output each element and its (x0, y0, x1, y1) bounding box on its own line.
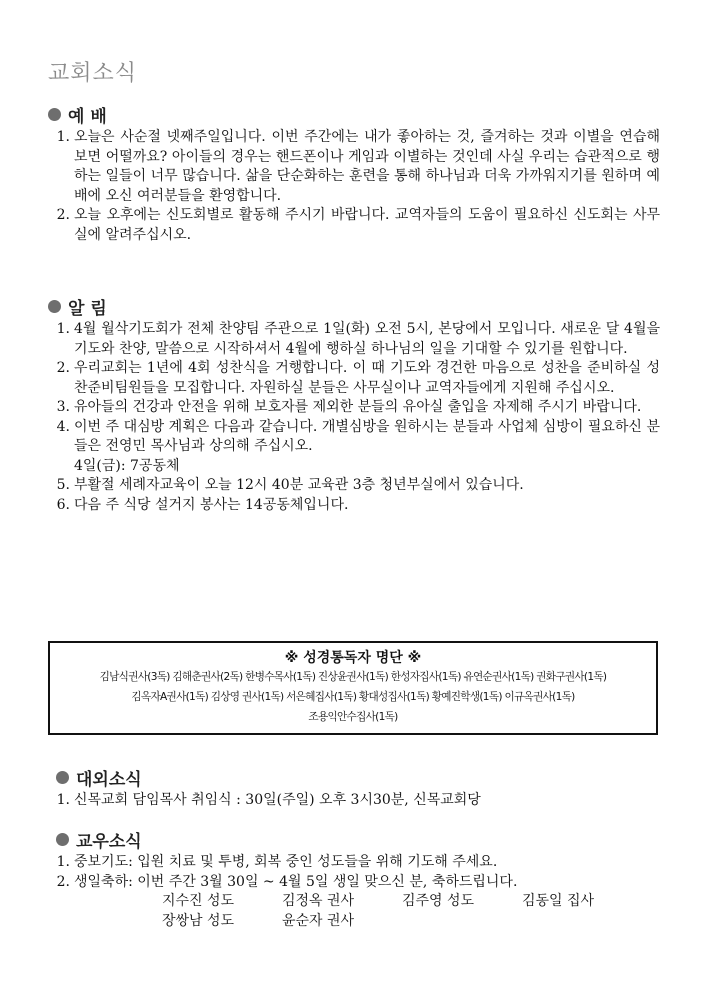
birthday-row: 장쌍남 성도 윤순자 권사 (162, 912, 355, 929)
list-item: 2. 우리교회는 1년에 4회 성찬식을 거행합니다. 이 때 기도와 경건한 마음으로 성찬을 준비하실 성찬준비팀원들을 모집합니다. 자원하실 분들은 사무실이나 교역자들에게 지원해 주십시오. (56, 360, 660, 396)
list-item: 2. 오늘 오후에는 신도회별로 활동해 주시기 바랍니다. 교역자들의 도움이 필요하신 신도회는 사무실에 알려주십시오. (56, 207, 660, 243)
worship-section (48, 102, 660, 245)
bullet-circle-icon (56, 771, 69, 784)
external-title: 대외소식 (76, 769, 142, 790)
list-item: 1. 신목교회 담임목사 취임식 : 30일(주일) 오후 3시30분, 신목교회당 (56, 792, 481, 808)
notices-section (48, 294, 660, 515)
members-title: 교우소식 (76, 831, 142, 852)
list-item: 1. 4월 월삭기도회가 전체 찬양팀 주관으로 1일(화) 오전 5시, 본당에서 모입니다. 새로운 달 4월을 기도와 찬양, 말씀으로 시작하셔서 4월에 행하실 하나님의 일을 기대할 수 있기를 원합니다. (56, 321, 660, 357)
notices-header (48, 294, 660, 318)
bible-readers-line: 김남식권사(3독) 김해춘권사(2독) 한병수목사(1독) 진상윤권사(1독) 한성자집사(1독) 유연순권사(1독) 권화구권사(1독) (99, 671, 607, 683)
birthday-row: 지수진 성도 김정옥 권사 김주영 성도 김동일 집사 (162, 893, 595, 909)
visit-schedule: 4일(금): 7공동체 (74, 457, 180, 474)
external-section (56, 765, 660, 811)
bible-readers-line: 조용익안수집사(1독) (308, 711, 398, 723)
members-header (56, 827, 660, 851)
bible-readers-box (48, 641, 658, 735)
worship-title: 예 배 (68, 106, 107, 127)
list-item: 1. 오늘은 사순절 넷째주일입니다. 이번 주간에는 내가 좋아하는 것, 즐겨하는 것과 이별을 연습해 보면 어떨까요? 아이들의 경우는 핸드폰이나 게임과 이별하는 것인데 사실 우리는 습관적으로 행하는 일들이 너무 많습니다. 삶을 단순화하는 훈련을 통해 하나님과 더욱 가까워지기를 원하며 예배에 오신 여러분들을 환영합니다. (56, 129, 660, 204)
list-item: 3. 유아들의 건강과 안전을 위해 보호자를 제외한 분들의 유아실 출입을 자제해 주시기 바랍니다. (56, 399, 642, 415)
bible-readers-line: 김옥자A권사(1독) 김상영 권사(1독) 서은혜집사(1독) 황대성집사(1독) 황예진학생(1독) 이규옥권사(1독) (131, 691, 575, 703)
list-item: 1. 중보기도: 입원 치료 및 투병, 회복 중인 성도들을 위해 기도해 주세요. (56, 854, 498, 870)
list-item: 2. 생일축하: 이번 주간 3월 30일 ~ 4월 5일 생일 맞으신 분, 축하드립니다. (56, 873, 518, 890)
birthday-names (56, 892, 660, 931)
notices-title: 알 림 (68, 298, 107, 319)
bullet-circle-icon (56, 833, 69, 846)
external-header (56, 765, 660, 789)
bullet-circle-icon (48, 108, 61, 121)
members-section (56, 827, 660, 931)
bullet-circle-icon (48, 300, 61, 313)
list-item: 4. 이번 주 대심방 계획은 다음과 같습니다. 개별심방을 원하시는 분들과 사업체 심방이 필요하신 분들은 전영민 목사님과 상의해 주십시오. (56, 418, 660, 454)
worship-header (48, 102, 660, 126)
bible-readers-title: ※ 성경통독자 명단 ※ (284, 650, 422, 666)
list-item: 6. 다음 주 식당 설거지 봉사는 14공동체입니다. (56, 496, 349, 513)
page-title: 교회소식 (48, 61, 138, 86)
list-item: 5. 부활절 세례자교육이 오늘 12시 40분 교육관 3층 청년부실에서 있습니다. (56, 477, 524, 493)
